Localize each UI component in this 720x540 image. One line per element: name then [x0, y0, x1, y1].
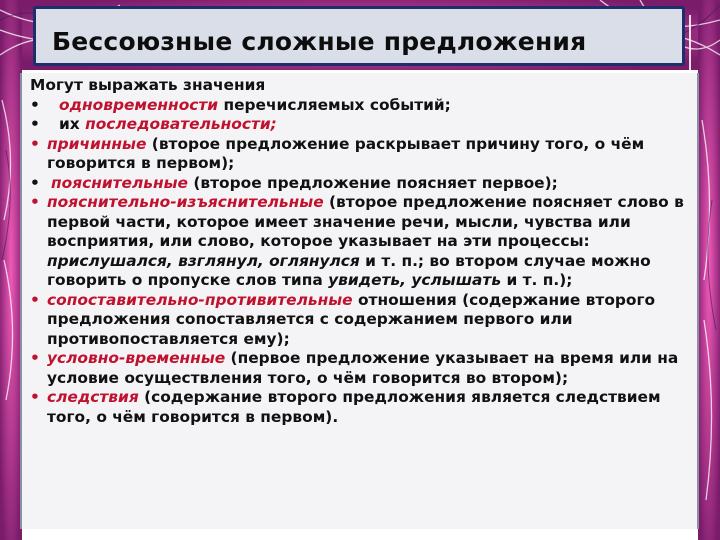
- term: условно-временные: [47, 349, 226, 367]
- item-text: и т. п.; во втором случае можно говорить о пропуске слов типа: [47, 251, 651, 289]
- term: последовательности;: [85, 115, 277, 133]
- bullet-icon: •: [30, 388, 40, 406]
- example-words: увидеть, услышать: [328, 271, 502, 289]
- item-text: (второе предложение поясняет первое);: [187, 173, 558, 192]
- list-item: [30, 193, 702, 291]
- term: пояснительные: [51, 173, 188, 192]
- item-text: перечисляемых событий;: [218, 95, 451, 114]
- bullet-icon: •: [30, 290, 40, 309]
- bullet-icon: •: [30, 115, 40, 133]
- bullet-icon: •: [30, 173, 40, 192]
- bullet-icon: •: [30, 95, 40, 114]
- list-item: [30, 115, 702, 135]
- bullet-icon: •: [30, 349, 40, 367]
- term: сопоставительно-противительные: [47, 290, 353, 309]
- term: следствия: [47, 388, 139, 406]
- term: одновременности: [59, 95, 219, 114]
- item-text: (первое предложение указывает на время или на условие осуществления того, о чём говорится во втором);: [47, 349, 679, 387]
- item-text: и т. п.);: [501, 271, 573, 289]
- title-box: [33, 6, 685, 66]
- bullet-icon: •: [30, 193, 40, 211]
- meaning-list: [30, 96, 702, 428]
- list-item: [30, 135, 702, 174]
- list-item: [30, 174, 702, 194]
- list-item: [30, 96, 702, 116]
- list-item: [30, 388, 702, 427]
- item-text: (второе предложение поясняет слово в первой части, которое имеет значение речи, мысли, чувства или восприятия, или слово, которое указывает на эти процессы:: [47, 193, 684, 250]
- example-words: прислушался, взглянул, оглянулся: [47, 251, 360, 270]
- slide-title: Бессоюзные сложные предложения: [52, 27, 587, 56]
- item-text: (содержание второго предложения является следствием того, о чём говорится в первом).: [47, 388, 661, 426]
- term: причинные: [47, 134, 147, 153]
- list-item: [30, 291, 702, 350]
- item-text: отношения (содержание второго предложения сопоставляется с содержанием первого или противопоставляется ему);: [47, 290, 656, 348]
- term: пояснительно-изъяснительные: [47, 193, 324, 211]
- slide-body: [30, 76, 702, 427]
- item-text: (второе предложение раскрывает причину того, о чём говорится в первом);: [47, 134, 645, 172]
- list-item: [30, 349, 702, 388]
- bullet-icon: •: [30, 134, 40, 153]
- item-prefix: их: [59, 115, 86, 133]
- intro-line: Могут выражать значения: [30, 76, 266, 94]
